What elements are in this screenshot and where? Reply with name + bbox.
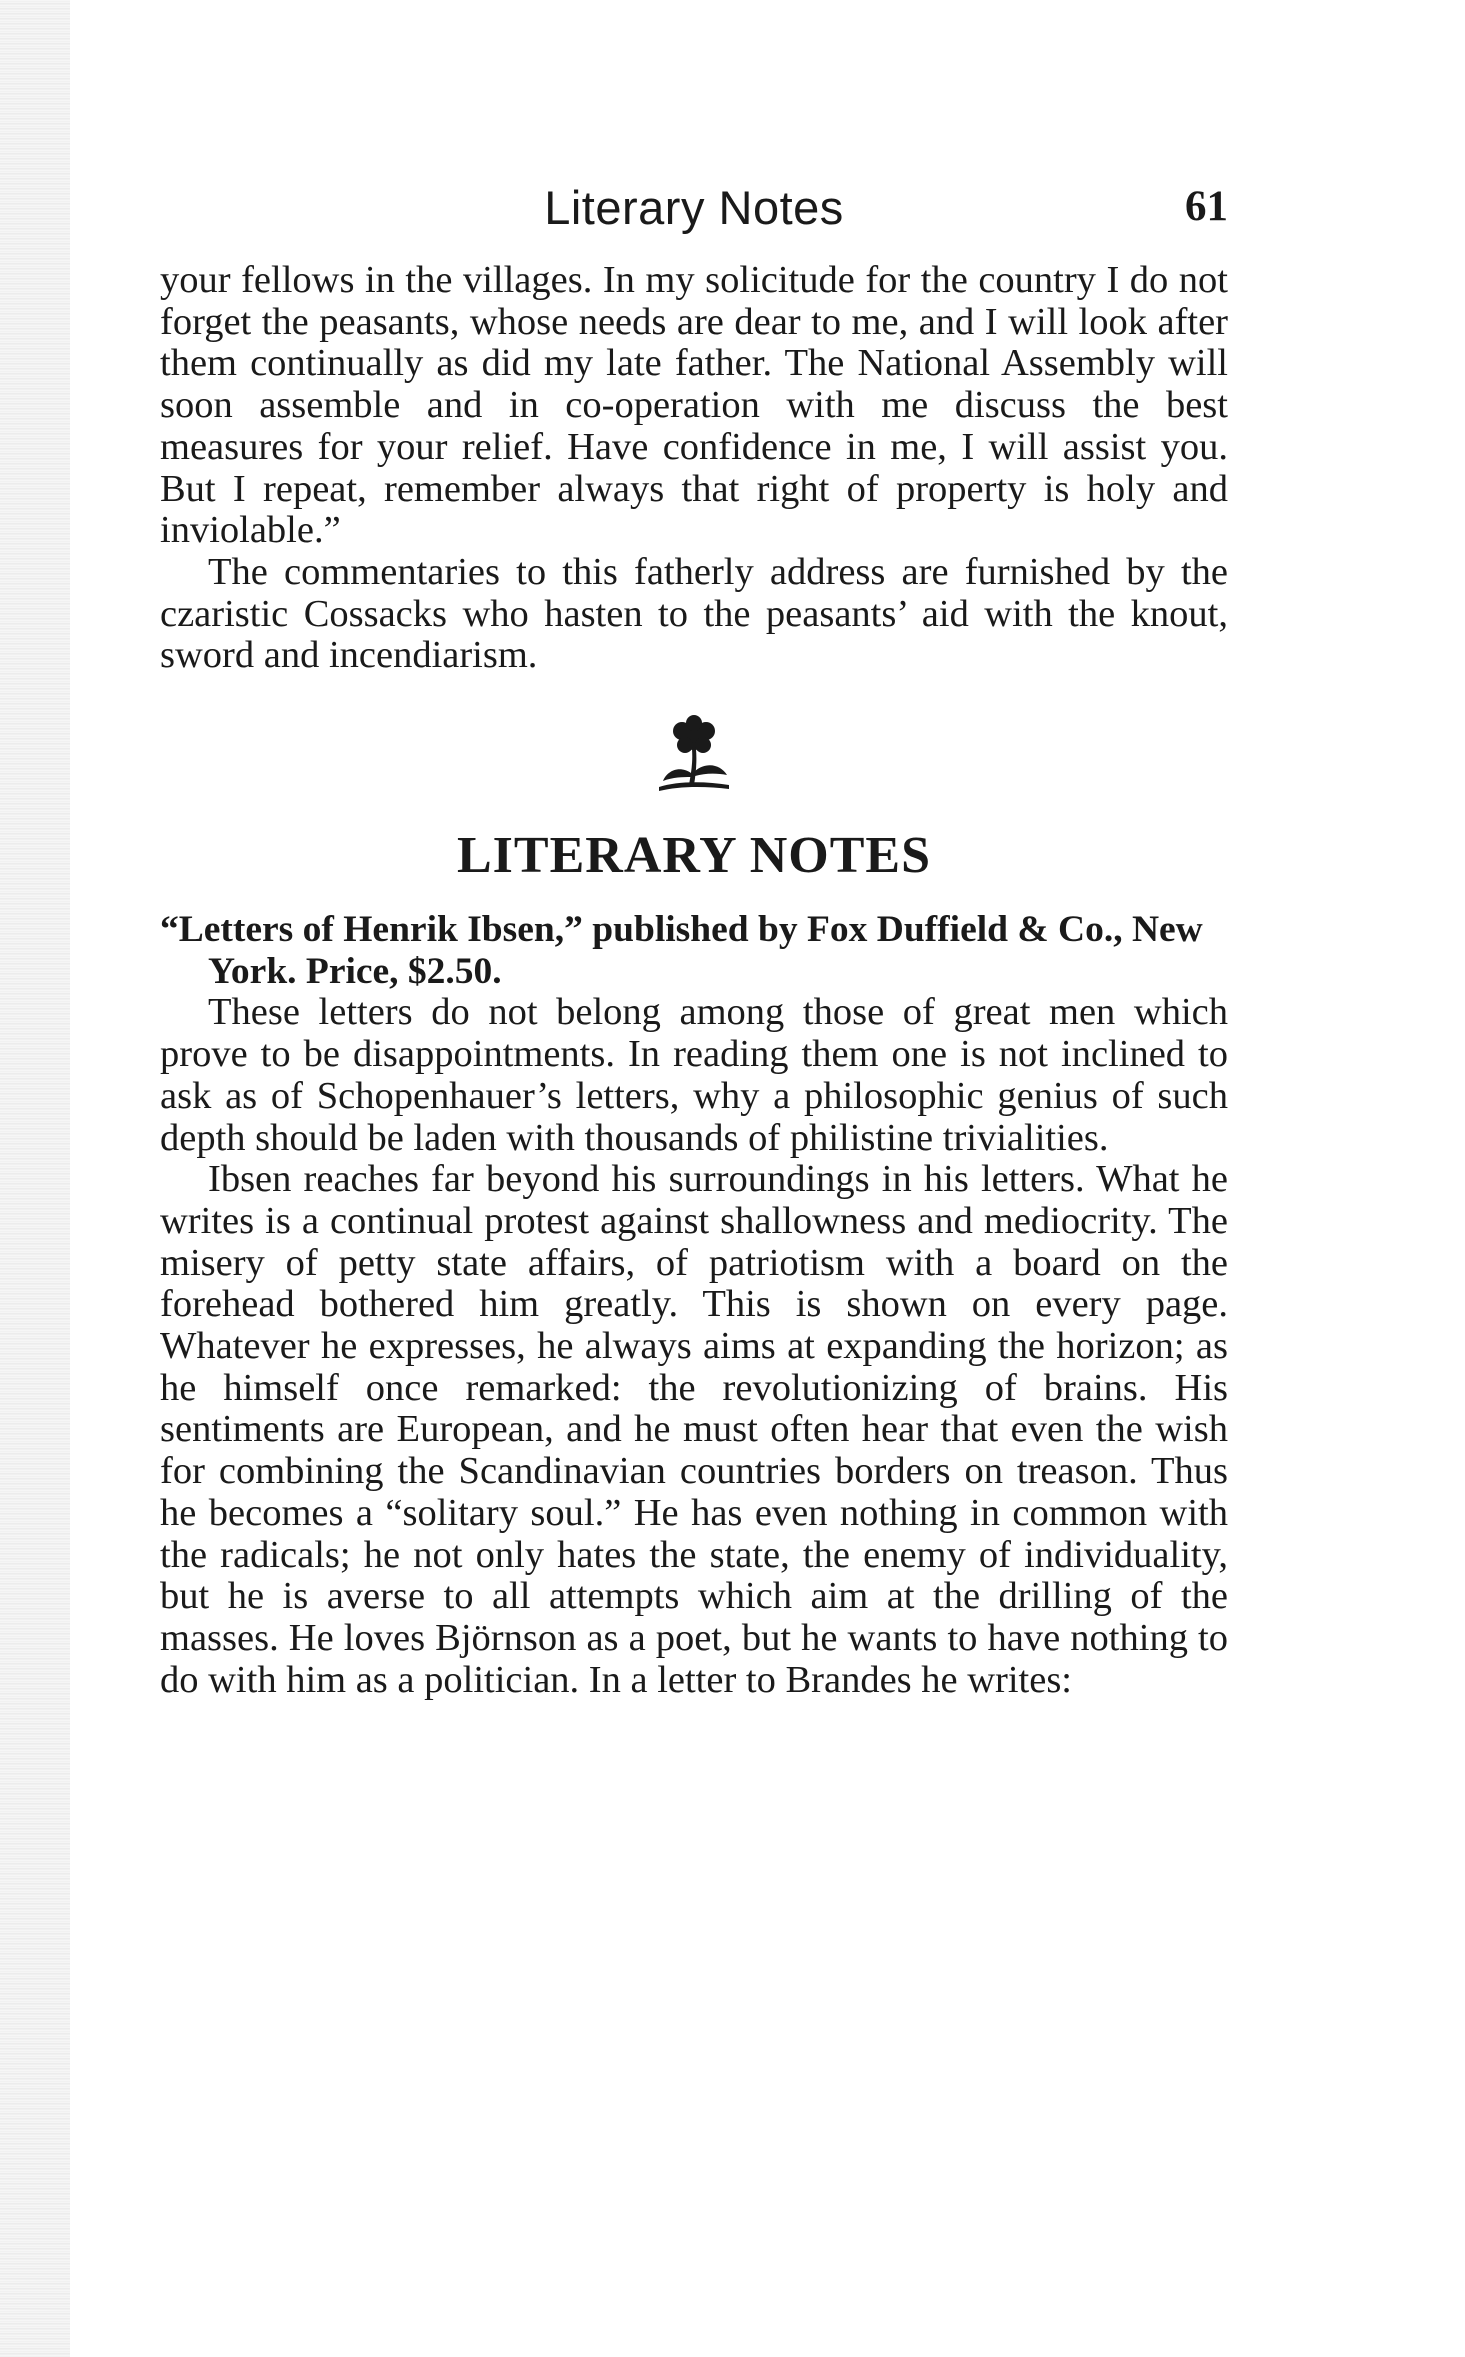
flower-ornament-icon [649, 715, 739, 797]
scan-edge-shading [0, 0, 70, 2357]
book-page [160, 180, 1228, 1701]
opening-paragraph-1: your fellows in the villages. In my solicitude for the country I do not forget the peasants, whose needs are dear to me, and I will look after them continually as did my late father. The National Assembly will soon assemble and in co-operation with me discuss the best measures for your relief. Have confidence in me, I will assist you. But I repeat, remember always that right of property is holy and inviolable.” [160, 259, 1228, 552]
review-paragraph-1: These letters do not belong among those of great men which prove to be disappointments. In reading them one is not inclined to ask as of Schopenhauer’s letters, why a philosophic genius of such depth should be laden with thousands of philistine trivialities. [160, 991, 1228, 1159]
section-title: LITERARY NOTES [456, 827, 932, 885]
review-paragraph-2: Ibsen reaches far beyond his surroundings in his letters. What he writes is a continual protest against shallowness and mediocrity. The misery of petty state affairs, of patriotism with a board on the forehead bothered him greatly. This is shown on every page. Whatever he expresses, he always aims at expanding the horizon; as he himself once remarked: the revolutionizing of brains. His sentiments are European, and he must often hear that even the wish for combining the Scandinavian countries borders on treason. Thus he becomes a “solitary soul.” He has even nothing in common with the radicals; he not only hates the state, the enemy of individuality, but he is averse to all attempts which aim at the drilling of the masses. He loves Björnson as a poet, but he wants to have nothing to do with him as a politician. In a letter to Brandes he writes: [160, 1158, 1228, 1701]
running-head [160, 180, 1228, 250]
opening-paragraph-2: The commentaries to this fatherly address are furnished by the czaristic Cossacks who hasten to the peasants’ aid with the knout, sword and incendiarism. [160, 550, 1228, 677]
book-citation: “Letters of Henrik Ibsen,” published by Fox Duffield & Co., New York. Price, $2.50. [160, 909, 1203, 992]
page-number: 61 [1185, 183, 1228, 230]
running-title: Literary Notes [544, 181, 844, 234]
